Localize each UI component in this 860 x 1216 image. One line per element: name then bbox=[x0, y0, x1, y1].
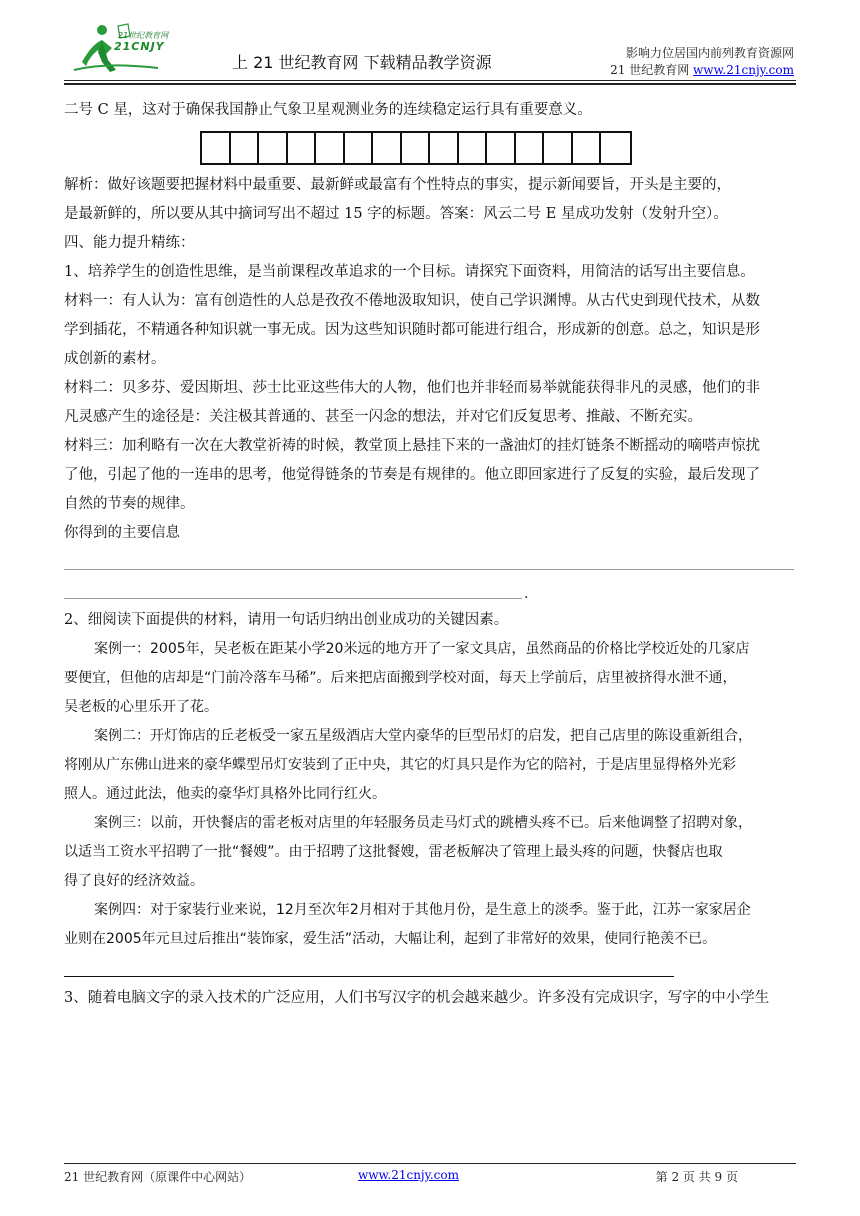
logo-brand: 21CNJY bbox=[114, 40, 165, 53]
answer-box[interactable] bbox=[459, 133, 488, 163]
page-header bbox=[0, 0, 860, 80]
case-4: 案例四：对于家装行业来说，12月至次年2月相对于其他月份，是生意上的淡季。鉴于此，江苏一家家居企 bbox=[94, 902, 751, 918]
answer-box[interactable] bbox=[288, 133, 317, 163]
case-4: 业则在2005年元旦过后推出“装饰家，爱生活”活动，大幅让利，起到了非常好的效果，使同行艳羡不已。 bbox=[64, 931, 717, 947]
answer-box[interactable] bbox=[231, 133, 260, 163]
answer-end-period: . bbox=[524, 586, 529, 602]
answer-box[interactable] bbox=[202, 133, 231, 163]
material-2: 材料二：贝多芬、爱因斯坦、莎士比亚这些伟大的人物，他们也并非轻而易举就能获得非凡的灵感，他们的非 bbox=[64, 380, 760, 396]
case-1: 要便宜，但他的店却是“门前冷落车马稀”。后来把店面搬到学校对面，每天上学前后，店里被挤得水泄不通， bbox=[64, 670, 737, 686]
answer-line[interactable] bbox=[64, 577, 794, 606]
title-answer-boxes bbox=[200, 131, 632, 165]
header-right bbox=[610, 45, 794, 79]
answer-prompt: 你得到的主要信息 bbox=[64, 525, 180, 541]
section-title: 四、能力提升精练： bbox=[64, 235, 195, 251]
case-1: 吴老板的心里乐开了花。 bbox=[64, 699, 218, 715]
material-1: 材料一：有人认为：富有创造性的人总是孜孜不倦地汲取知识，使自己学识渊博。从古代史到现代技术，从数 bbox=[64, 293, 760, 309]
answer-box[interactable] bbox=[516, 133, 545, 163]
case-3: 得了良好的经济效益。 bbox=[64, 873, 204, 889]
footer-site: 21 世纪教育网（原课件中心网站） bbox=[64, 1170, 252, 1184]
answer-line[interactable] bbox=[64, 548, 794, 577]
header-site-link[interactable]: www.21cnjy.com bbox=[693, 63, 794, 77]
header-divider bbox=[64, 80, 796, 81]
analysis-line: 解析：做好该题要把握材料中最重要、最新鲜或最富有个性特点的事实，提示新闻要旨，开头是主要的， bbox=[64, 177, 731, 193]
logo-small-text: 21世纪教育网 bbox=[118, 31, 169, 40]
answer-box[interactable] bbox=[345, 133, 374, 163]
answer-box[interactable] bbox=[402, 133, 431, 163]
question-1: 1、培养学生的创造性思维，是当前课程改革追求的一个目标。请探究下面资料，用简洁的话写出主要信息。 bbox=[64, 264, 755, 280]
page-number: 第 2 页 共 9 页 bbox=[655, 1170, 738, 1184]
material-3: 自然的节奏的规律。 bbox=[64, 496, 195, 512]
footer-link[interactable]: www.21cnjy.com bbox=[358, 1168, 459, 1182]
material-2: 凡灵感产生的途径是：关注极其普通的、甚至一闪念的想法，并对它们反复思考、推敲、不断充实。 bbox=[64, 409, 702, 425]
header-divider-thick bbox=[64, 83, 796, 85]
answer-box[interactable] bbox=[373, 133, 402, 163]
answer-box[interactable] bbox=[544, 133, 573, 163]
case-3: 以适当工资水平招聘了一批“餐嫂”。由于招聘了这批餐嫂，雷老板解决了管理上最头疼的问题，快餐店也取 bbox=[64, 844, 723, 860]
material-1: 成创新的素材。 bbox=[64, 351, 166, 367]
case-3: 案例三：以前，开快餐店的雷老板对店里的年轻服务员走马灯式的跳槽头疼不已。后来他调整了招聘对象， bbox=[94, 815, 752, 831]
answer-box[interactable] bbox=[430, 133, 459, 163]
case-2: 照人。通过此法，他卖的豪华灯具格外比同行红火。 bbox=[64, 786, 386, 802]
question-3: 3、随着电脑文字的录入技术的广泛应用，人们书写汉字的机会越来越少。许多没有完成识字，写字的中小学生 bbox=[64, 990, 770, 1006]
answer-box[interactable] bbox=[573, 133, 602, 163]
material-3: 了他，引起了他的一连串的思考，他觉得链条的节奏是有规律的。他立即回家进行了反复的实验，最后发现了 bbox=[64, 467, 760, 483]
case-1: 案例一：2005年，吴老板在距某小学20米远的地方开了一家文具店，虽然商品的价格比学校近处的几家店 bbox=[94, 641, 750, 657]
answer-box[interactable] bbox=[316, 133, 345, 163]
material-1: 学到插花，不精通各种知识就一事无成。因为这些知识随时都可能进行组合，形成新的创意。总之，知识是形 bbox=[64, 322, 760, 338]
answer-box[interactable] bbox=[487, 133, 516, 163]
header-title: 上 21 世纪教育网 下载精品教学资源 bbox=[232, 53, 492, 72]
answer-box[interactable] bbox=[259, 133, 288, 163]
case-2: 将刚从广东佛山进来的豪华蝶型吊灯安装到了正中央，其它的灯具只是作为它的陪衬，于是店里显得格外光彩 bbox=[64, 757, 736, 773]
paragraph: 二号 C 星，这对于确保我国静止气象卫星观测业务的连续稳定运行具有重要意义。 bbox=[64, 102, 592, 118]
footer-divider bbox=[64, 1163, 796, 1164]
material-3: 材料三：加利略有一次在大教堂祈祷的时候，教堂顶上悬挂下来的一盏油灯的挂灯链条不断摇动的嘀嗒声惊扰 bbox=[64, 438, 760, 454]
answer-line[interactable] bbox=[64, 954, 794, 984]
case-2: 案例二：开灯饰店的丘老板受一家五星级酒店大堂内豪华的巨型吊灯的启发，把自己店里的陈设重新组合， bbox=[94, 728, 752, 744]
page-footer bbox=[64, 1168, 796, 1186]
header-slogan: 影响力位居国内前列教育资源网 bbox=[625, 46, 794, 60]
document-body bbox=[64, 96, 794, 1013]
header-site-line bbox=[610, 62, 794, 79]
answer-box[interactable] bbox=[601, 133, 630, 163]
analysis-line: 是最新鲜的，所以要从其中摘词写出不超过 15 字的标题。答案：风云二号 E 星成功发射（发射升空）。 bbox=[64, 206, 728, 222]
header-site-name: 21 世纪教育网 bbox=[610, 63, 694, 77]
question-2: 2、细阅读下面提供的材料，请用一句话归纳出创业成功的关键因素。 bbox=[64, 612, 509, 628]
